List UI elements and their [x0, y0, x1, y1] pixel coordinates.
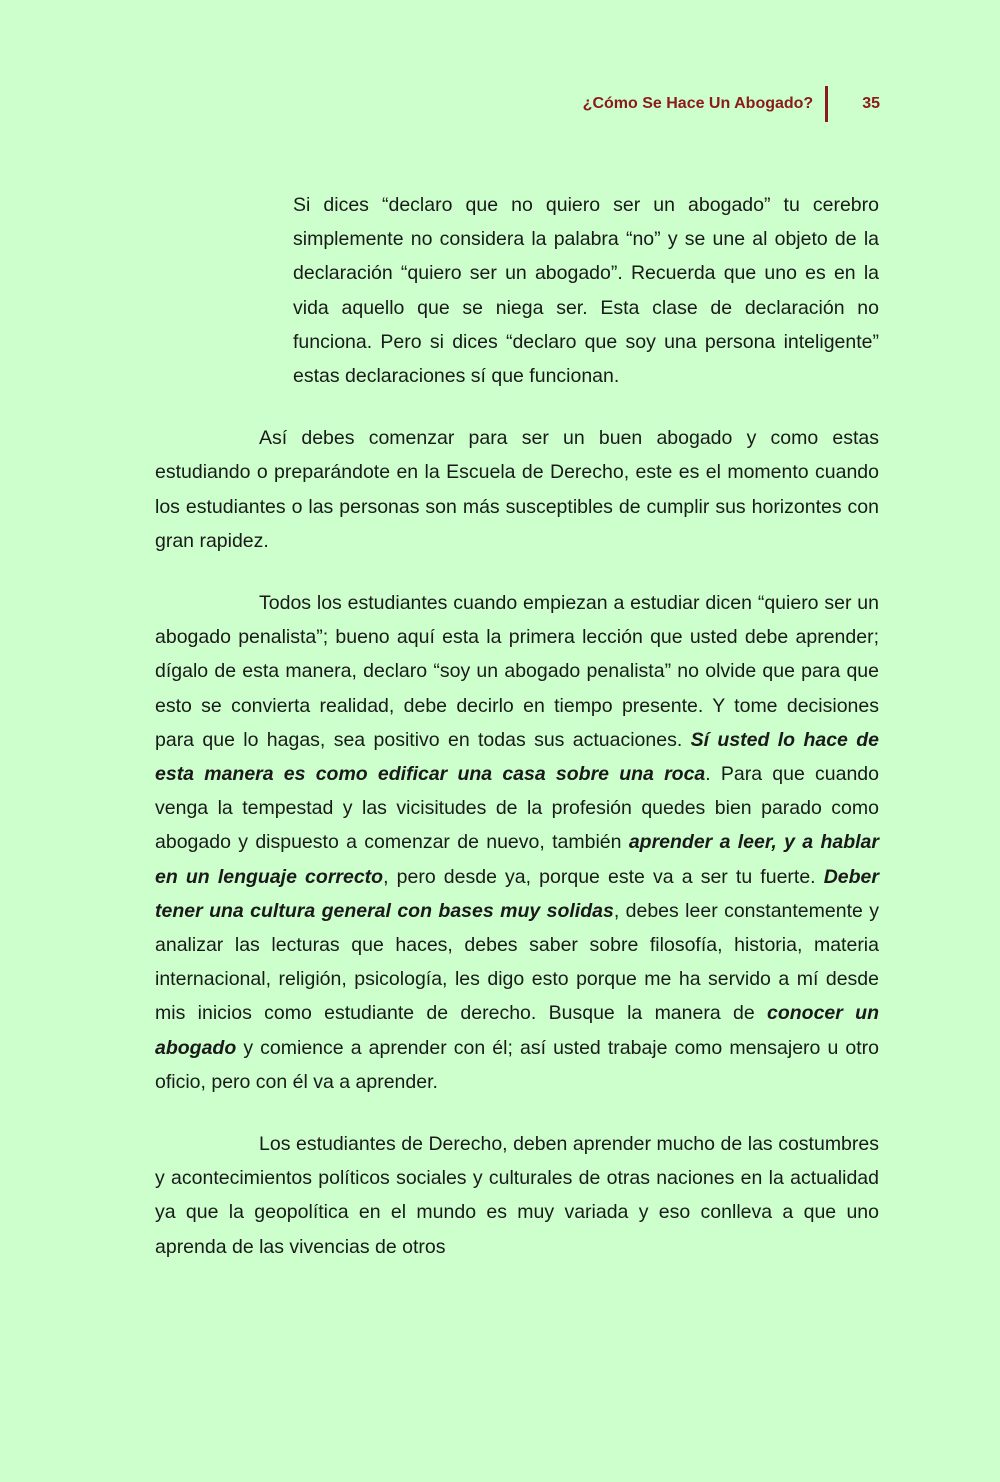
paragraph-2-text-2: . Para que cuando venga la tempestad y las vicisitudes de la profesión quedes bien parado como abogado y dispuesto a comenzar de nuevo, también: [155, 763, 879, 854]
paragraph-2-emphasis-4: conocer un abogado: [155, 1002, 879, 1059]
paragraph-2-emphasis-3: Deber tener una cultura general con bases muy solidas: [155, 865, 879, 922]
paragraph-2-text-5: y comience a aprender con él; así usted trabaje como mensajero u otro oficio, pero con él va a aprender.: [155, 1036, 879, 1093]
running-header: [583, 86, 880, 122]
paragraph-2-text-1: Todos los estudiantes cuando empiezan a estudiar dicen “quiero ser un abogado penalista”; bueno aquí esta la primera lección que usted debe aprender; dígalo de esta manera, declaro “soy un abogado penalista” no olvide que para que esto se convierta realidad, debe decirlo en tiempo presente. Y tome decisiones para que lo hagas, sea positivo en todas sus actuaciones.: [155, 592, 879, 751]
book-title: ¿Cómo Se Hace Un Abogado?: [582, 95, 814, 112]
paragraph-2-emphasis-1: Sí usted lo hace de esta manera es como edificar una casa sobre una roca: [155, 728, 880, 786]
paragraph-2-text-3: , pero desde ya, porque este va a ser tu fuerte.: [383, 865, 824, 888]
page-body: [155, 188, 879, 1292]
paragraph-2-text-4: , debes leer constantemente y analizar las lecturas que haces, debes saber sobre filosofía, historia, materia internacional, religión, psicología, les digo esto porque me ha servido a mí desde mis inicios como estudiante de derecho. Busque la manera de: [155, 899, 879, 1025]
paragraph-1: Así debes comenzar para ser un buen abogado y como estas estudiando o preparándote en la Escuela de Derecho, este es el momento cuando los estudiantes o las personas son más susceptibles de cumplir sus horizontes con gran rapidez.: [155, 427, 879, 552]
paragraph-2-emphasis-2: aprender a leer, y a hablar en un lenguaje correcto: [155, 831, 879, 888]
indented-quote: Si dices “declaro que no quiero ser un abogado” tu cerebro simplemente no considera la palabra “no” y se une al objeto de la declaración “quiero ser un abogado”. Recuerda que uno es en la vida aquello que se niega ser. Esta clase de declaración no funciona. Pero si dices “declaro que soy una persona inteligente” estas declaraciones sí que funcionan.: [293, 194, 879, 388]
paragraph-3: Los estudiantes de Derecho, deben aprender mucho de las costumbres y acontecimientos políticos sociales y culturales de otras naciones en la actualidad ya que la geopolítica en el mundo es muy variada y eso conlleva a que uno aprenda de las vivencias de otros: [155, 1133, 879, 1258]
page-number: 35: [862, 95, 880, 112]
paragraph-2: [155, 586, 879, 1099]
